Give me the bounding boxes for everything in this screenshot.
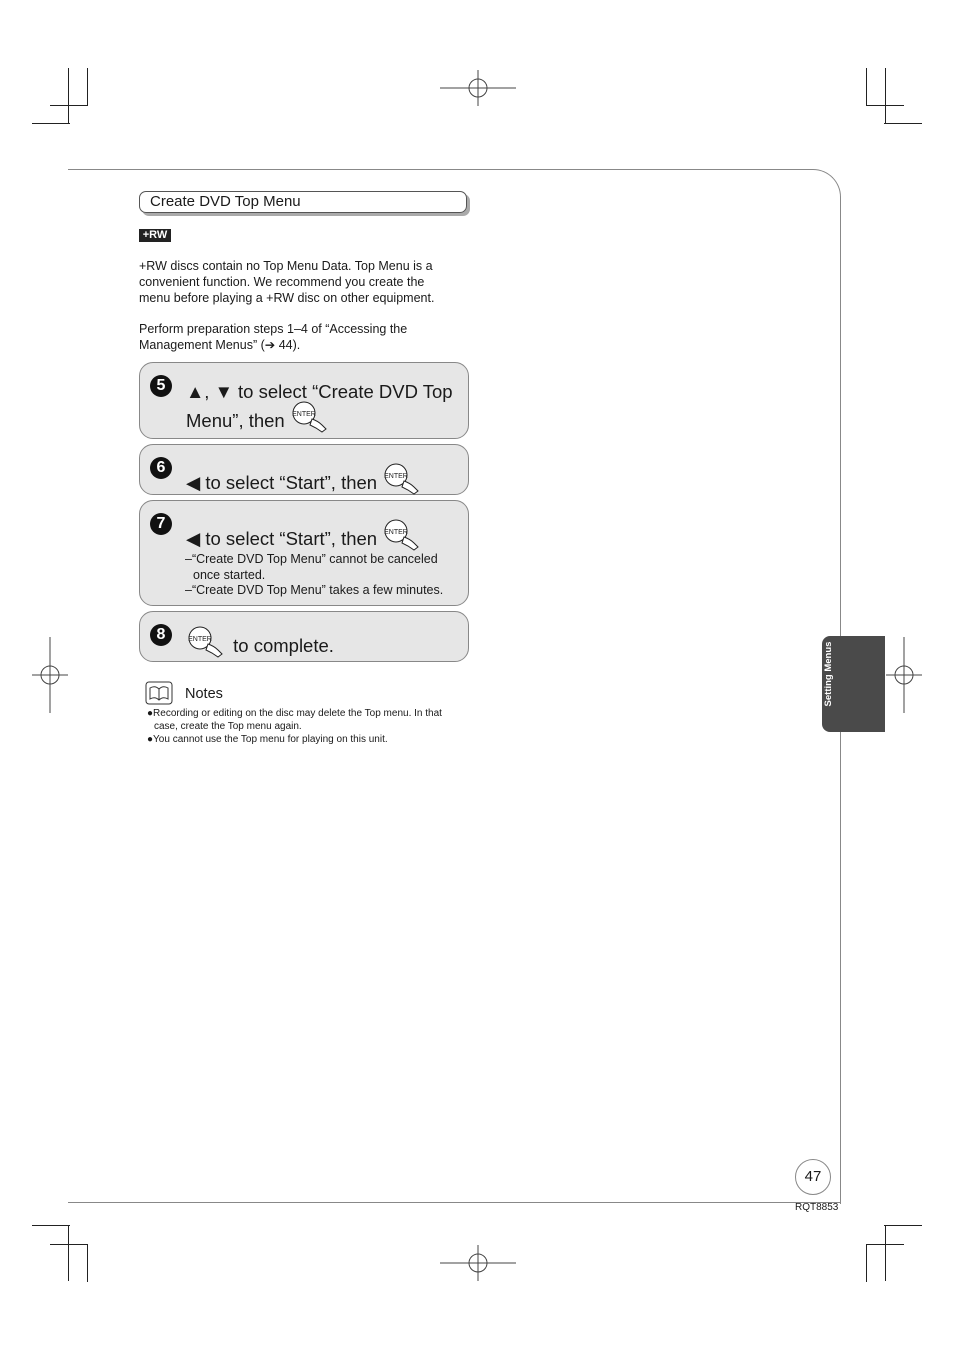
crop-mark (32, 123, 70, 124)
step-number: 7 (150, 513, 172, 535)
notes-item: ●Recording or editing on the disc may delete the Top menu. In that (147, 708, 442, 719)
step-note: once started. (193, 568, 266, 582)
notes-title: Notes (185, 686, 223, 702)
step-text-line (186, 626, 334, 658)
step-text-line (186, 401, 332, 433)
enter-key-label: ENTER (292, 411, 316, 418)
crop-mark (885, 68, 886, 124)
crop-mark (50, 1244, 88, 1245)
enter-key-label: ENTER (384, 473, 409, 480)
page-number: 47 (795, 1159, 831, 1195)
crop-mark (68, 68, 69, 124)
enter-key-label: ENTER (384, 529, 409, 536)
notes-book-icon (145, 680, 173, 706)
enter-button-icon (382, 519, 424, 551)
enter-key-label: ENTER (188, 636, 212, 643)
notes-item: case, create the Top menu again. (154, 721, 302, 732)
prep-line: Perform preparation steps 1–4 of “Accessing the (139, 322, 408, 336)
section-title: Create DVD Top Menu (139, 191, 467, 213)
enter-button-icon (290, 401, 332, 433)
step-number: 8 (150, 624, 172, 646)
step-number: 6 (150, 457, 172, 479)
document-code: RQT8853 (795, 1202, 839, 1213)
intro-line: +RW discs contain no Top Menu Data. Top Menu is a (139, 259, 433, 273)
step-note: –“Create DVD Top Menu” takes a few minutes. (185, 583, 444, 597)
prep-paragraph (139, 321, 469, 353)
step-text-line: ▲, ▼ to select “Create DVD Top (186, 381, 453, 402)
step-text-line (186, 463, 424, 495)
step-text: Menu”, then (186, 410, 285, 431)
prep-line: Management Menus” (➔ 44). (139, 338, 301, 352)
crop-mark (866, 68, 867, 106)
notes-item: ●You cannot use the Top menu for playing on this unit. (147, 734, 388, 745)
crop-mark (32, 1225, 70, 1226)
crop-mark (50, 105, 88, 106)
registration-mark-icon (440, 70, 516, 106)
registration-mark-icon (886, 637, 922, 713)
step-text: to complete. (233, 635, 334, 656)
crop-mark (87, 68, 88, 106)
side-tab-label: Setting Menus (823, 641, 834, 707)
crop-mark (866, 1244, 867, 1282)
crop-mark (68, 1225, 69, 1281)
registration-mark-icon (440, 1245, 516, 1281)
intro-line: convenient function. We recommend you create the (139, 275, 425, 289)
intro-line: menu before playing a +RW disc on other equipment. (139, 291, 435, 305)
crop-mark (884, 123, 922, 124)
enter-button-icon (382, 463, 424, 495)
crop-mark (884, 1225, 922, 1226)
step-8 (139, 611, 469, 662)
crop-mark (866, 1244, 904, 1245)
step-5 (139, 362, 469, 439)
step-text: ◀ to select “Start”, then (186, 528, 378, 549)
step-note: –“Create DVD Top Menu” cannot be canceled (185, 552, 438, 566)
disc-badge: +RW (139, 229, 171, 242)
crop-mark (87, 1244, 88, 1282)
crop-mark (866, 105, 904, 106)
step-text: ◀ to select “Start”, then (186, 472, 378, 493)
registration-mark-icon (32, 637, 68, 713)
page-frame-top (68, 169, 813, 170)
page-frame-bottom (68, 1202, 840, 1203)
intro-paragraph (139, 258, 469, 306)
step-text-line (186, 519, 424, 551)
side-tab (822, 636, 885, 732)
enter-button-icon (186, 626, 228, 658)
step-7 (139, 500, 469, 606)
crop-mark (885, 1225, 886, 1281)
step-6 (139, 444, 469, 495)
step-number: 5 (150, 375, 172, 397)
